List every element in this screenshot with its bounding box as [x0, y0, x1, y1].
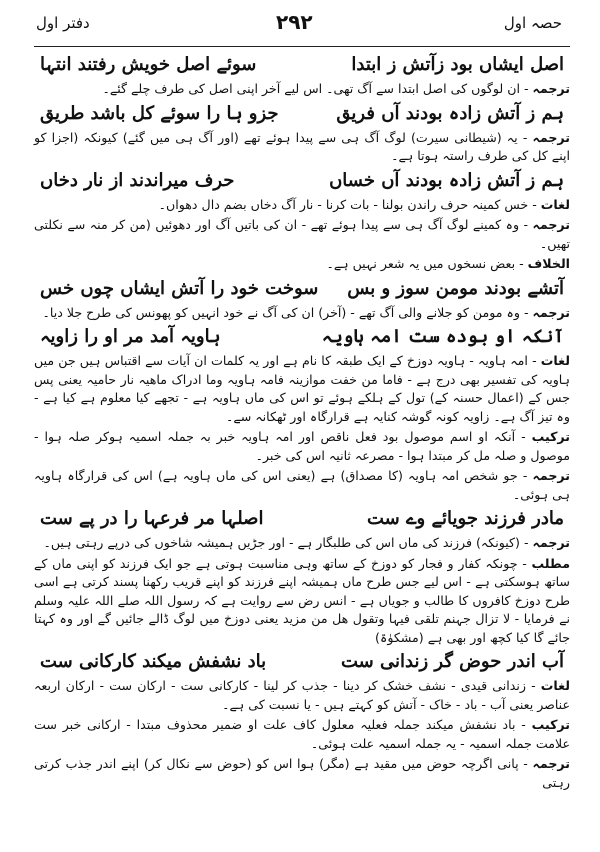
page-body	[34, 50, 570, 794]
header-divider	[34, 46, 570, 47]
page-header	[0, 6, 600, 46]
paragraph-label: لغات	[540, 196, 570, 212]
commentary-paragraph	[34, 467, 570, 504]
commentary-paragraph	[34, 534, 570, 553]
paragraph-label: لغات	[540, 353, 570, 368]
paragraph-label: مطلب	[531, 555, 570, 571]
paragraph-text: - وہ مومن کو جلانے والی آگ تھے - (آخر) ان کی آگ نے خود انہیں کو پھونس کی طرح جلا دیا۔	[42, 304, 533, 320]
verse-second-hemistich: باد نشفش میکند کارکانی ست	[40, 651, 267, 672]
verse-second-hemistich: ہاویہ آمد مر او را زاویہ	[40, 326, 221, 347]
commentary-paragraph	[34, 304, 570, 323]
commentary-paragraph	[34, 196, 570, 215]
paragraph-text: - باد نشفش میکند جملہ فعلیہ معلول کاف علت او ضمیر محذوف مبتدا - ارکانی خبر ست علامت جملہ اسمیہ - یہ جملہ اسمیہ علت ہوئی۔	[34, 717, 570, 751]
paragraph-label: ترکیب	[531, 717, 570, 732]
paragraph-text: - (کیونکہ) فرزند کی ماں اس کی طلبگار ہے - اور جڑیں ہمیشہ شاخوں کی درپے رہتی ہیں۔	[43, 535, 533, 550]
verse-first-hemistich: اصل ایشاں بود زآتش ز ابتدا	[351, 54, 564, 75]
paragraph-label: ترجمہ	[532, 129, 570, 145]
paragraph-text: - خس کمینہ حرف راندن بولنا - بات کرنا - نار آگ دخاں بضم دال دھواں۔	[158, 196, 541, 212]
paragraph-text: - پانی اگرچہ حوض میں مقید ہے (مگر) ہوا اس کو (حوض سے نکال کر) اپنے اندر جذب کرتی رہتی	[34, 756, 570, 790]
commentary-paragraph	[34, 129, 570, 166]
commentary-paragraph	[34, 555, 570, 648]
verse-couplet	[40, 101, 564, 127]
verse-first-hemistich: آب اندر حوض گر زندانی ست	[340, 651, 564, 672]
commentary-paragraph	[34, 255, 570, 274]
paragraph-label: ترجمہ	[532, 81, 570, 96]
paragraph-label: ترجمہ	[532, 217, 570, 232]
paragraph-label: ترکیب	[531, 429, 570, 444]
verse-second-hemistich: سوخت خود را آتش ایشاں چوں خس	[40, 277, 319, 299]
verse-couplet	[40, 52, 564, 78]
commentary-paragraph	[34, 216, 570, 253]
header-section: حصہ اول	[503, 14, 562, 32]
verse-first-hemistich: مادر فرزند جویائے وے ست	[366, 508, 564, 529]
commentary-paragraph	[34, 677, 570, 714]
paragraph-text: - یہ (شیطانی سیرت) لوگ آگ ہی سے پیدا ہوئے تھے (اور آگ ہی میں گئے) کیونکہ (اجزا کو اپنے کل کی طرف راستہ ہوتا ہے۔	[34, 129, 570, 163]
page-number: ۲۹۲	[276, 10, 313, 34]
paragraph-label: ترجمہ	[532, 535, 570, 550]
header-volume: دفتر اول	[36, 14, 90, 32]
paragraph-text: - ان لوگوں کی اصل ابتدا سے آگ تھی۔ اس لیے آخر اپنی اصل کی طرف چلے گئے۔	[102, 81, 533, 96]
verse-second-hemistich: جزو ہا را سوئے کل باشد طریق	[40, 102, 279, 124]
paragraph-text: - بعض نسخوں میں یہ شعر نہیں ہے۔	[326, 256, 528, 271]
paragraph-label: الخلاف	[527, 256, 570, 271]
paragraph-text: - وہ کمینے لوگ آگ ہی سے پیدا ہوئے تھے - ان کی باتیں آگ اور دھوئیں (من کر منہ سے نکلتی تھیں۔	[34, 217, 570, 251]
verse-second-hemistich: حرف میراندند از نار دخاں	[40, 169, 235, 191]
verse-first-hemistich: آتشے بودند مومن سوز و بس	[347, 277, 564, 299]
paragraph-label: ترجمہ	[532, 304, 570, 320]
commentary-paragraph	[34, 80, 570, 99]
paragraph-text: - جو شخص امہ ہاویہ (کا مصداق) ہے (یعنی اس کی ماں ہاویہ ہے) اس کی قرارگاہ ہاویہ ہی ہوئی۔	[34, 468, 570, 502]
paragraph-text: - چونکہ کفار و فجار کو دوزخ کے ساتھ وہی مناسبت ہوتی ہے جو ایک فرزند کو اپنی ماں کے ساتھ ہوسکتی ہے - اس لیے جس طرح ماں ہمیشہ اپنے فرزند کو اپنے قریب رکھنا پسند کرتی ہے اسی طرح دوزخ کافروں کا طالب و جویاں ہے - انس رض سے روایت ہے کہ رسول اللہ صلے اللہ علیہ وسلم نے فرمایا - لا تزال جہنم تلقی فیہا وتقول ھل من مزید یعنی دوزخ میں لوگ ڈالے جائیں گے اور وہ کہتا جائے گا کیا کچھ اور بھی ہے (مشکوٰۃ)	[34, 555, 570, 645]
verse-couplet	[40, 324, 564, 350]
paragraph-text: - امہ ہاویہ - ہاویہ دوزخ کے ایک طبقہ کا نام ہے اور یہ کلمات ان آیات سے اقتباس ہیں جن میں ہاویہ کی تفسیر بھی درج ہے - فاما من خفت موازینہ فامہ ہاویہ وما ادراک ماھیہ نار حامیہ یعنی پس جس کے (اعمال حسنہ کے) تول کے ہلکے ہوئے تو اس کی ماں ہاویہ ہے - تجھے کیا معلوم ہے کیا ہے - وہ تیز آگ ہے۔ زاویہ کونہ گوشہ کنایہ ہے قرارگاہ اور ٹھکانہ سے۔	[34, 353, 570, 424]
paragraph-label: ترجمہ	[532, 468, 570, 483]
paragraph-label: ترجمہ	[532, 756, 570, 771]
verse-first-hemistich: آنکہ او بودہ ست امہ ہاویہ	[321, 326, 564, 347]
verse-first-hemistich: ہم ز آتش زادہ بودند آں خساں	[329, 169, 564, 191]
commentary-paragraph	[34, 716, 570, 753]
paragraph-label: لغات	[540, 678, 570, 693]
paragraph-text: - زندانی قیدی - نشف خشک کر دینا - جذب کر لینا - کارکانی ست - ارکان ست - ارکان اربعہ عناصر یعنی آب - باد - خاک - آتش کو کہتے ہیں - یا نسبت کی ہے۔	[34, 678, 570, 712]
paragraph-text: - آنکہ او اسم موصول بود فعل ناقص اور امہ ہاویہ خبر بہ جملہ اسمیہ ہوکر صلہ ہوا - موصول و صلہ مل کر مبتدا ہوا - مصرعہ ثانیہ اس کی خبر۔	[34, 429, 570, 463]
verse-second-hemistich: اصلہا مر فرعہا را در پے ست	[40, 508, 264, 529]
verse-couplet	[40, 506, 564, 532]
verse-second-hemistich: سوئے اصل خویش رفتند انتہا	[40, 54, 257, 75]
commentary-paragraph	[34, 755, 570, 792]
verse-couplet	[40, 649, 564, 675]
verse-couplet	[40, 276, 564, 302]
commentary-paragraph	[34, 428, 570, 465]
verse-first-hemistich: ہم ز آتش زادہ بودند آں فریق	[336, 102, 564, 124]
verse-couplet	[40, 168, 564, 194]
commentary-paragraph	[34, 352, 570, 426]
